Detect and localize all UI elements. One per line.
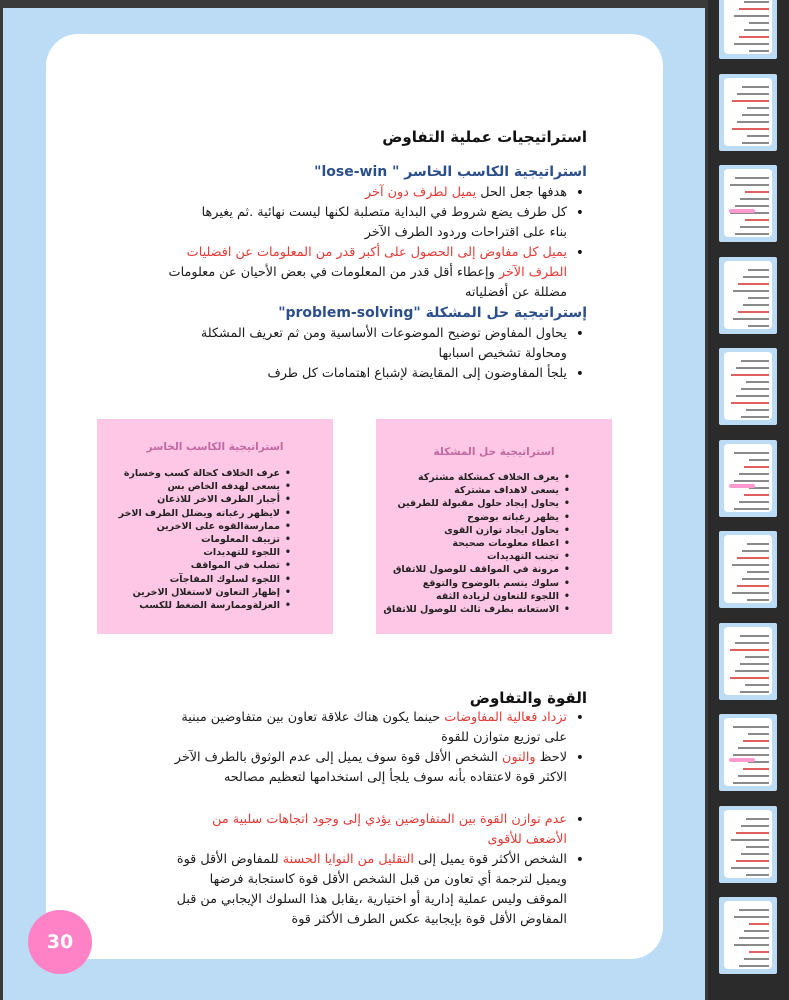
thumbnail-text-line	[733, 782, 769, 784]
box-list-item: • الاستعانه بطرف ثالث للوصول للاتفاق	[377, 603, 572, 616]
thumbnail-page-content	[724, 352, 772, 420]
box-list-item: • تزييف المعلومات	[103, 533, 293, 546]
thumbnail-text-line	[737, 93, 769, 95]
thumbnail-text-line	[746, 846, 769, 848]
box-list-item: • عرف الخلاف كحالة كسب وخسارة	[103, 467, 293, 480]
page-thumbnail[interactable]	[719, 897, 777, 974]
page-number-badge: 30	[28, 910, 92, 974]
text: هدفها جعل الحل	[476, 185, 567, 200]
thumbnail-text-line	[747, 571, 769, 573]
text: للمفاوض الأقل قوة	[176, 852, 283, 867]
box-list-item: • إظهار التعاون لاستغلال الاخرين	[103, 586, 293, 599]
thumbnail-sidebar[interactable]	[708, 0, 789, 1000]
thumbnail-page-content	[724, 169, 772, 237]
thumbnail-text-line	[737, 121, 769, 123]
document-page	[3, 8, 705, 1000]
heading-problem-solving: إستراتيجية حل المشكلة "problem-solving"	[278, 305, 587, 321]
box-list-item: • لايظهر رغباته ويضلل الطرف الاخر	[103, 507, 293, 520]
box-list-item: • يحاول إيجاد حلول مقبولة للطرفين	[377, 497, 572, 510]
thumbnail-text-line	[734, 916, 769, 918]
box-list-item: • يسعى لهدفه الخاص بس	[103, 480, 293, 493]
thumbnail-text-line	[731, 867, 769, 869]
thumbnail-text-line	[732, 100, 769, 102]
thumbnail-text-line	[737, 557, 769, 559]
thumbnail-text-line	[744, 29, 769, 31]
text: الشخص الأكثر قوة يميل إلى	[413, 852, 567, 867]
page-thumbnail[interactable]	[719, 0, 777, 59]
thumbnail-highlight	[729, 209, 755, 213]
box-list-item: • تجنب التهديدات	[377, 550, 572, 563]
page-card	[46, 34, 663, 959]
thumbnail-text-line	[748, 733, 769, 735]
thumbnail-text-line	[746, 874, 769, 876]
thumbnail-text-line	[739, 937, 769, 939]
highlight-text: والتون	[502, 750, 536, 765]
thumbnail-text-line	[748, 269, 769, 271]
thumbnail-text-line	[741, 416, 769, 418]
list-item	[127, 324, 587, 364]
thumbnail-text-line	[738, 311, 769, 313]
thumbnail-text-line	[749, 22, 769, 24]
list-item	[127, 850, 587, 930]
thumbnail-text-line	[747, 599, 769, 601]
text: على توزيع متوازن للقوة	[441, 730, 567, 745]
thumbnail-text-line	[748, 297, 769, 299]
box-list-item: • اللجوء للتعاون لزيادة الثقه	[377, 590, 572, 603]
thumbnail-text-line	[735, 670, 769, 672]
thumbnail-page-content	[724, 718, 772, 786]
thumbnail-page-content	[724, 535, 772, 603]
box-list-item: • يظهر رغباته بوضوح	[377, 511, 572, 524]
thumbnail-text-line	[749, 923, 769, 925]
thumbnail-text-line	[742, 578, 769, 580]
thumbnail-text-line	[743, 304, 769, 306]
thumbnail-text-line	[732, 592, 769, 594]
thumbnail-text-line	[734, 15, 769, 17]
thumbnail-text-line	[743, 276, 769, 278]
thumbnail-text-line	[748, 325, 769, 327]
thumbnail-text-line	[745, 656, 769, 658]
list-item	[127, 243, 587, 303]
thumbnail-text-line	[747, 135, 769, 137]
thumbnail-text-line	[734, 508, 769, 510]
box-list-item: • يحاول ايجاد توازن القوى	[377, 524, 572, 537]
thumbnail-text-line	[745, 191, 769, 193]
box-list-item: • يسعى لاهداف مشتركة	[377, 484, 572, 497]
thumbnail-text-line	[741, 853, 769, 855]
box-list-item: • ممارسةالقوه على الاخرين	[103, 520, 293, 533]
thumbnail-page-content	[724, 78, 772, 146]
list-item	[127, 708, 587, 748]
thumbnail-text-line	[746, 381, 769, 383]
list-item	[127, 748, 587, 788]
thumbnail-text-line	[733, 290, 769, 292]
box-list-item: • مرونة في المواقف للوصول للاتفاق	[377, 563, 572, 576]
thumbnail-text-line	[734, 944, 769, 946]
box-list-item: • العزلةوممارسة الضغط للكسب	[103, 599, 293, 612]
thumbnail-text-line	[733, 726, 769, 728]
thumbnail-text-line	[733, 754, 769, 756]
thumbnail-text-line	[743, 740, 769, 742]
thumbnail-highlight	[729, 758, 755, 762]
thumbnail-text-line	[741, 388, 769, 390]
thumbnail-text-line	[739, 501, 769, 503]
text: الموقف وليس عملية إدارية أو اختيارية ،يقابل هذا السلوك الإيجابي من قبل	[176, 892, 567, 907]
highlight-text: تزداد فعالية المفاوضات	[444, 710, 567, 725]
box-lose-win	[97, 419, 333, 634]
thumbnail-text-line	[730, 677, 769, 679]
text: وإعطاء أقل قدر من المعلومات في بعض الأحيان عن معلومات	[168, 265, 499, 280]
thumbnail-text-line	[745, 684, 769, 686]
list-item	[127, 183, 587, 203]
thumbnail-text-line	[734, 452, 769, 454]
thumbnail-text-line	[744, 930, 769, 932]
thumbnail-text-line	[742, 550, 769, 552]
text: بناء على اقتراحات وردود الطرف الآخر	[364, 225, 567, 240]
list-item	[127, 810, 587, 850]
thumbnail-text-line	[735, 642, 769, 644]
highlight-text: الطرف الآخر	[498, 265, 567, 280]
page-thumbnail[interactable]	[719, 440, 777, 517]
thumbnail-text-line	[740, 226, 769, 228]
list-power	[127, 708, 587, 930]
thumbnail-text-line	[739, 909, 769, 911]
thumbnail-text-line	[744, 466, 769, 468]
thumbnail-text-line	[731, 402, 769, 404]
page-thumbnail[interactable]	[719, 623, 777, 700]
box-list-item: • اللجوء للتهديدات	[103, 546, 293, 559]
list-problem-solving	[127, 324, 587, 384]
text: الاكثر قوة لاعتقاده بأنه سوف يلجأ إلى استخدامها لتعظيم مصالحه	[223, 770, 567, 785]
thumbnail-text-line	[736, 395, 769, 397]
thumbnail-text-line	[747, 543, 769, 545]
thumbnail-text-line	[736, 832, 769, 834]
thumbnail-text-line	[741, 360, 769, 362]
thumbnail-text-line	[741, 825, 769, 827]
text: يلجأ المفاوضون إلى المقايضة لإشباع اهتمامات كل طرف	[267, 366, 567, 381]
thumbnail-text-line	[749, 50, 769, 52]
thumbnail-text-line	[733, 318, 769, 320]
box-problem-solving-title: استراتيجية حل المشكلة	[433, 446, 555, 458]
text: ويميل لترجمة أي تعاون من قبل الشخص الأقل قوة كاستجابة فرضها	[209, 872, 567, 887]
box-list-item: • تصلب في المواقف	[103, 559, 293, 572]
box-list-item: • يعرف الخلاف كمشكلة مشتركة	[377, 471, 572, 484]
thumbnail-text-line	[736, 367, 769, 369]
thumbnail-text-line	[749, 951, 769, 953]
thumbnail-text-line	[739, 8, 769, 10]
page-thumbnail[interactable]	[719, 806, 777, 883]
thumbnail-text-line	[732, 564, 769, 566]
thumbnail-text-line	[744, 958, 769, 960]
thumbnail-page-content	[724, 261, 772, 329]
list-item	[127, 364, 587, 384]
text: لاحظ	[535, 750, 567, 765]
box-list-item: • أجبار الطرف الاخر للاذعان	[103, 493, 293, 506]
thumbnail-text-line	[735, 233, 769, 235]
highlight-text: يميل كل مفاوض إلى الحصول على أكبر قدر من المعلومات عن افضليات	[186, 245, 567, 260]
highlight-text: عدم توازن القوة بين المتفاوضين يؤدي إلى وجود اتجاهات سلبية من	[212, 812, 567, 827]
page-thumbnail[interactable]	[719, 531, 777, 608]
thumbnail-text-line	[738, 283, 769, 285]
text: كل طرف يضع شروط في البداية متصلبة لكنها ليست نهائية .ثم يغيرها	[201, 205, 567, 220]
thumbnail-highlight	[729, 484, 755, 488]
highlight-text: الأضعف للأقوى	[487, 832, 567, 847]
box-list-item: • اللجوء لسلوك المفاجآت	[103, 573, 293, 586]
thumbnail-text-line	[735, 205, 769, 207]
thumbnail-text-line	[730, 649, 769, 651]
thumbnail-text-line	[739, 965, 769, 967]
thumbnail-text-line	[746, 409, 769, 411]
thumbnail-text-line	[740, 635, 769, 637]
box-problem-solving-list	[377, 471, 572, 616]
thumbnail-text-line	[739, 36, 769, 38]
thumbnail-text-line	[744, 494, 769, 496]
thumbnail-text-line	[749, 459, 769, 461]
thumbnail-text-line	[735, 177, 769, 179]
list-lose-win	[127, 183, 587, 303]
text: حينما يكون هناك علاقة تعاون بين متفاوضين مبنية	[181, 710, 445, 725]
box-lose-win-title: استراتيجية الكاسب الخاسر	[146, 441, 284, 453]
thumbnail-text-line	[744, 1, 769, 3]
thumbnail-text-line	[740, 198, 769, 200]
thumbnail-text-line	[743, 768, 769, 770]
thumbnail-page-content	[724, 901, 772, 969]
box-list-item: • سلوك يتسم بالوضوح والتوقع	[377, 577, 572, 590]
box-list-item: • اعطاء معلومات صحيحة	[377, 537, 572, 550]
list-item	[127, 203, 587, 243]
thumbnail-text-line	[738, 747, 769, 749]
box-problem-solving	[376, 419, 612, 634]
page-thumbnail[interactable]	[719, 714, 777, 791]
thumbnail-page-content	[724, 810, 772, 878]
page-thumbnail[interactable]	[719, 165, 777, 242]
highlight-text: يميل لطرف دون آخر	[364, 185, 477, 200]
thumbnail-text-line	[739, 473, 769, 475]
thumbnail-page-content	[724, 627, 772, 695]
thumbnail-text-line	[737, 585, 769, 587]
thumbnail-page-content	[724, 0, 772, 54]
thumbnail-text-line	[747, 107, 769, 109]
thumbnail-text-line	[731, 839, 769, 841]
text: يحاول المفاوض توضيح الموضوعات الأساسية ومن ثم تعريف المشكلة	[200, 326, 567, 341]
page-thumbnail[interactable]	[719, 74, 777, 151]
thumbnail-text-line	[734, 43, 769, 45]
page-thumbnail[interactable]	[719, 348, 777, 425]
thumbnail-text-line	[734, 480, 769, 482]
heading-lose-win: استراتيجية الكاسب الخاسر " lose-win"	[314, 164, 587, 180]
thumbnail-page-content	[724, 444, 772, 512]
thumbnail-text-line	[731, 374, 769, 376]
text: الشخص الأقل قوة سوف يميل إلى عدم الوثوق بالطرف الآخر	[174, 750, 503, 765]
thumbnail-text-line	[738, 775, 769, 777]
thumbnail-text-line	[742, 114, 769, 116]
thumbnail-text-line	[730, 184, 769, 186]
thumbnail-text-line	[736, 860, 769, 862]
thumbnail-text-line	[740, 691, 769, 693]
thumbnail-text-line	[742, 142, 769, 144]
highlight-text: التقليل من النوايا الحسنة	[282, 852, 414, 867]
thumbnail-text-line	[740, 663, 769, 665]
section-title-strategies: استراتيجيات عملية التفاوض	[382, 128, 587, 146]
thumbnail-text-line	[742, 86, 769, 88]
text: المفاوض الأقل قوة بإيجابية عكس الطرف الأكثر قوة	[291, 912, 567, 927]
box-lose-win-list	[103, 467, 293, 612]
thumbnail-text-line	[732, 128, 769, 130]
text: مضللة عن أفضلياته	[465, 285, 567, 300]
text: ومحاولة تشخيص اسبابها	[438, 346, 567, 361]
thumbnail-text-line	[746, 818, 769, 820]
page-thumbnail[interactable]	[719, 257, 777, 334]
thumbnail-text-line	[745, 219, 769, 221]
section-title-power: القوة والتفاوض	[469, 689, 587, 707]
